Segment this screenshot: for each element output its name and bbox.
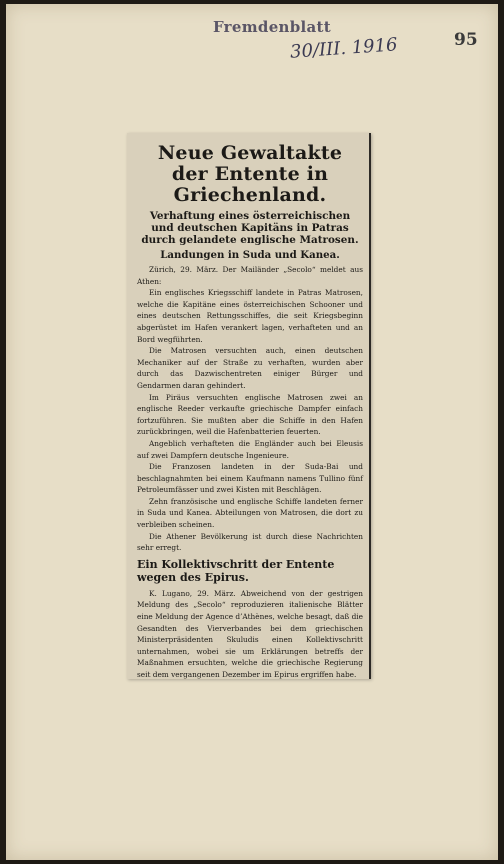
article-body-1 bbox=[137, 264, 363, 554]
page-number: 95 bbox=[454, 30, 478, 50]
article-headline: Neue Gewaltakte der Entente in Griechenland. bbox=[157, 142, 343, 206]
newspaper-title: Fremdenblatt bbox=[213, 18, 332, 36]
paragraph: Zürich, 29. März. Der Mailänder „Secolo“ meldet aus Athen: bbox=[137, 265, 363, 286]
section-title-epirus: Ein Kollektivschritt der Entente wegen des Epirus. bbox=[137, 557, 335, 584]
article-subhead: Verhaftung eines österreichischen und deutschen Kapitäns in Patras durch gelandete englische Matrosen. bbox=[141, 210, 359, 246]
paragraph: Die Franzosen landeten in der Suda-Bai und beschlagnahmten bei einem Kaufmann namens Tullino fünf Petroleumfässer und zwei Kisten mit Beschlägen. bbox=[137, 462, 363, 495]
paragraph: Angeblich verhafteten die Engländer auch bei Eleusis auf zwei Dampfern deutsche Ingenieure. bbox=[137, 438, 363, 460]
section-title-landungen: Landungen in Suda und Kanea. bbox=[160, 249, 340, 261]
newspaper-clipping bbox=[127, 133, 371, 679]
paragraph: K. Lugano, 29. März. Abweichend von der gestrigen Meldung des „Secolo“ reproduzieren italienische Blätter eine Meldung der Agence d’Athènes, welche besagt, daß die Gesandten des Vierverbandes bei dem griechischen Ministerpräsidenten Skuludis einen Kollektivschritt unternahmen, wobei sie um Erklärungen betreffs der Maßnahmen ersuchten, welche die griechische Regierung seit dem vergangenen Dezember im Epirus ergriffen habe. bbox=[137, 588, 363, 679]
paragraph: Zehn französische und englische Schiffe landeten ferner in Suda und Kanea. Abteilungen von Matrosen, die dort zu verbleiben scheinen. bbox=[137, 496, 363, 530]
paragraph: Im Piräus versuchten englische Matrosen zwei an englische Reeder verkaufte griechische Dampfer einfach fortzuführen. Sie mußten aber die Schiffe in den Hafen zurückbringen, weil die Hafenbatterien feuerten. bbox=[137, 392, 363, 437]
paragraph: Ein englisches Kriegsschiff landete in Patras Matrosen, welche die Kapitäne eines österreichischen Schooner und eines deutschen Rettungsschiffes, die seit Kriegsbeginn abgerüstet im Hafen verankert lagen, verhafteten und an Bord wegführten. bbox=[137, 288, 363, 344]
paragraph: Die Athener Bevölkerung ist durch diese Nachrichten sehr erregt. bbox=[137, 531, 363, 553]
paragraph: Die Matrosen versuchten auch, einen deutschen Mechaniker auf der Straße zu verhaften, wurden aber durch das Dazwischentreten einiger Bürger und Gendarmen daran gehindert. bbox=[137, 346, 363, 390]
handwritten-date: 30/III. 1916 bbox=[289, 34, 399, 63]
article-body-2 bbox=[137, 588, 363, 681]
